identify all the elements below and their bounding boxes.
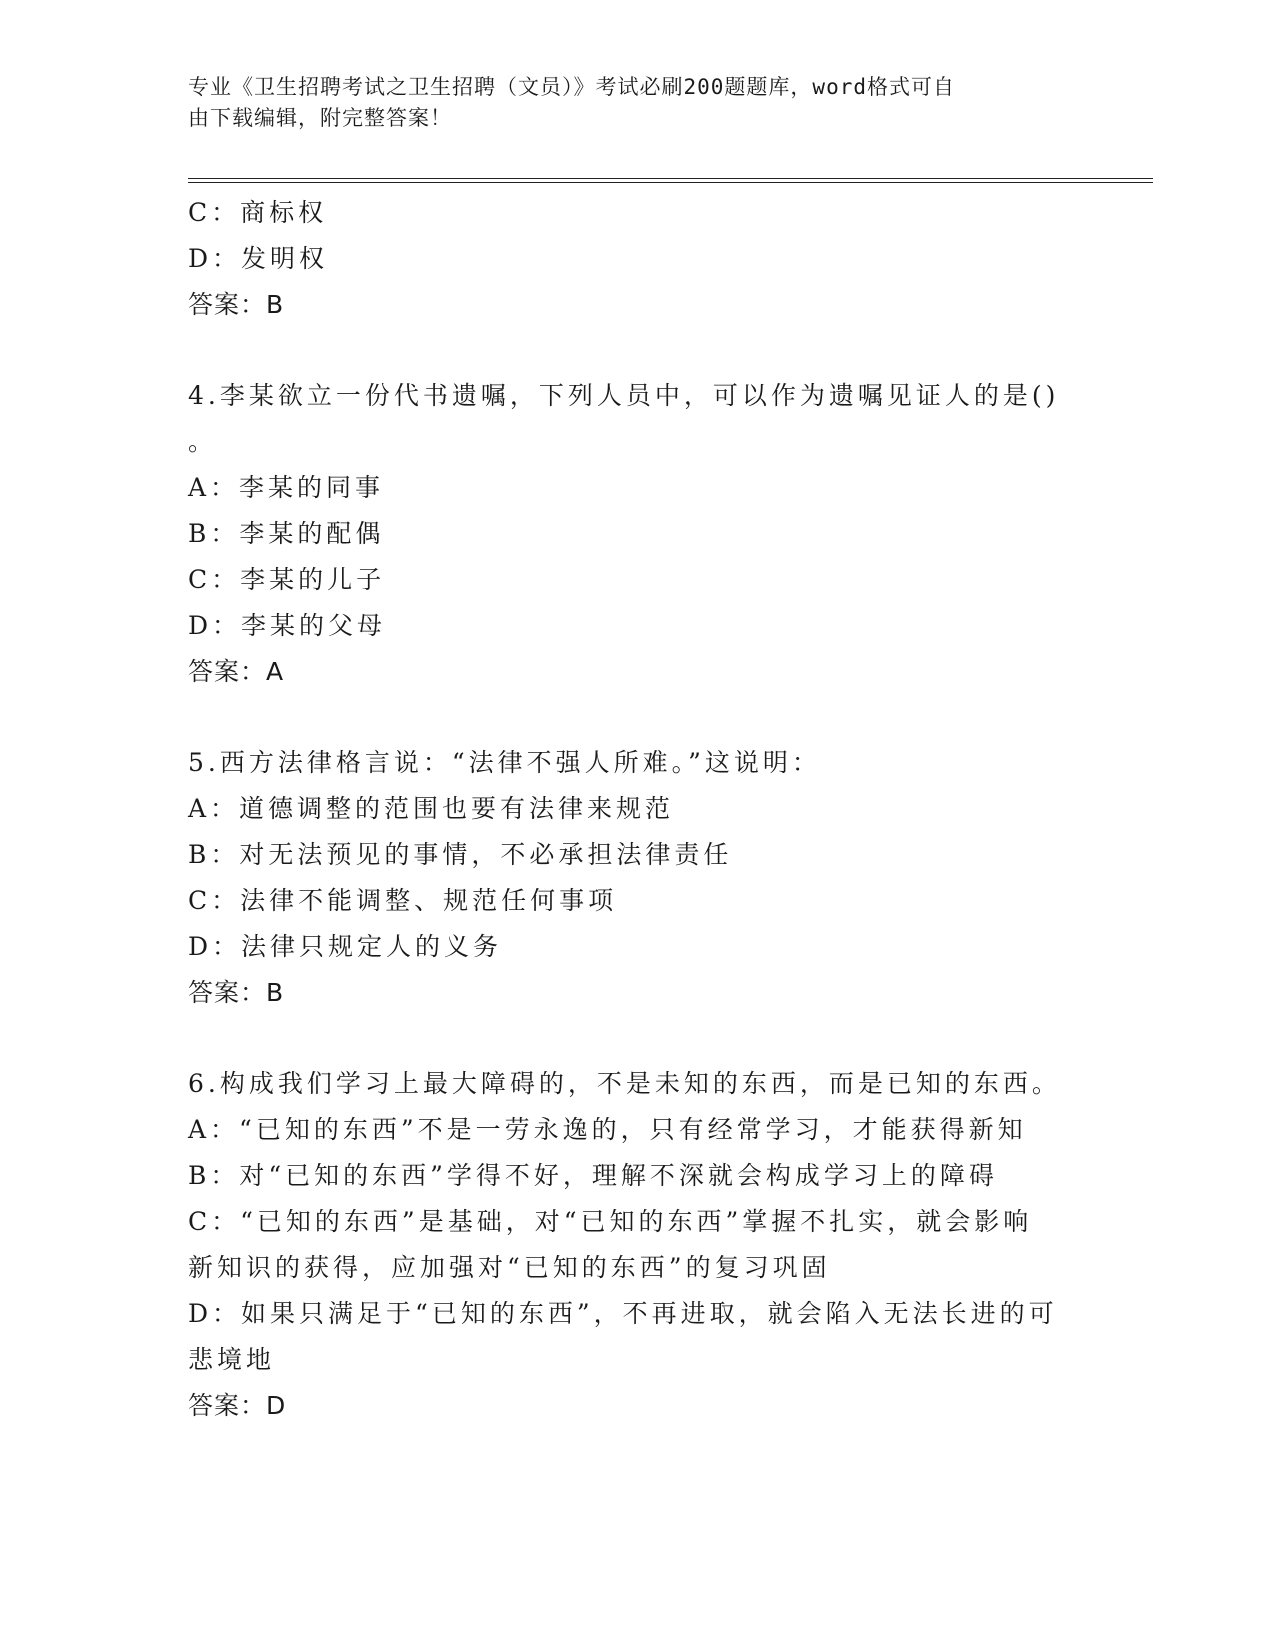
q6-option-d-continued: 悲境地 [188,1345,276,1374]
q5-stem: 5.西方法律格言说：“法律不强人所难。”这说明： [188,748,821,777]
header-line-1: 专业《卫生招聘考试之卫生招聘（文员）》考试必刷200题题库，word格式可自 [188,75,955,99]
q6-option-b: B：对“已知的东西”学得不好，理解不深就会构成学习上的障碍 [188,1161,998,1190]
header-divider [188,178,1153,183]
q4-answer: 答案：A [188,657,285,686]
q6-option-c-continued: 新知识的获得，应加强对“已知的东西”的复习巩固 [188,1253,831,1282]
q3-option-d: D：发明权 [188,244,329,273]
q5-option-c: C：法律不能调整、规范任何事项 [188,886,618,915]
q4-stem: 4.李某欲立一份代书遗嘱，下列人员中，可以作为遗嘱见证人的是() [188,381,1060,410]
q6-option-a: A：“已知的东西”不是一劳永逸的，只有经常学习，才能获得新知 [188,1115,1027,1144]
q5-option-d: D：法律只规定人的义务 [188,932,503,961]
q3-option-c: C：商标权 [188,198,328,227]
q3-answer: 答案：B [188,290,285,319]
q5-answer: 答案：B [188,978,285,1007]
question-4 [188,373,1078,695]
q6-stem: 6.构成我们学习上最大障碍的，不是未知的东西，而是已知的东西。 [188,1069,1061,1098]
q4-option-b: B：李某的配偶 [188,519,385,548]
q4-option-c: C：李某的儿子 [188,565,386,594]
question-6 [188,1061,1078,1429]
q4-stem-continued: 。 [188,427,218,456]
document-body [188,190,1078,1429]
question-5 [188,740,1078,1016]
q4-option-d: D：李某的父母 [188,611,387,640]
spacer [188,328,1078,373]
spacer [188,695,1078,740]
q6-option-d: D：如果只满足于“已知的东西”，不再进取，就会陷入无法长进的可 [188,1299,1058,1328]
q5-option-a: A：道德调整的范围也要有法律来规范 [188,794,675,823]
q6-option-c: C：“已知的东西”是基础，对“已知的东西”掌握不扎实，就会影响 [188,1207,1033,1236]
page-header [188,72,1068,134]
question-3-tail [188,190,1078,328]
q6-answer: 答案：D [188,1391,287,1420]
spacer [188,1016,1078,1061]
q5-option-b: B：对无法预见的事情，不必承担法律责任 [188,840,733,869]
header-line-2: 由下载编辑，附完整答案！ [188,106,452,130]
q4-option-a: A：李某的同事 [188,473,385,502]
